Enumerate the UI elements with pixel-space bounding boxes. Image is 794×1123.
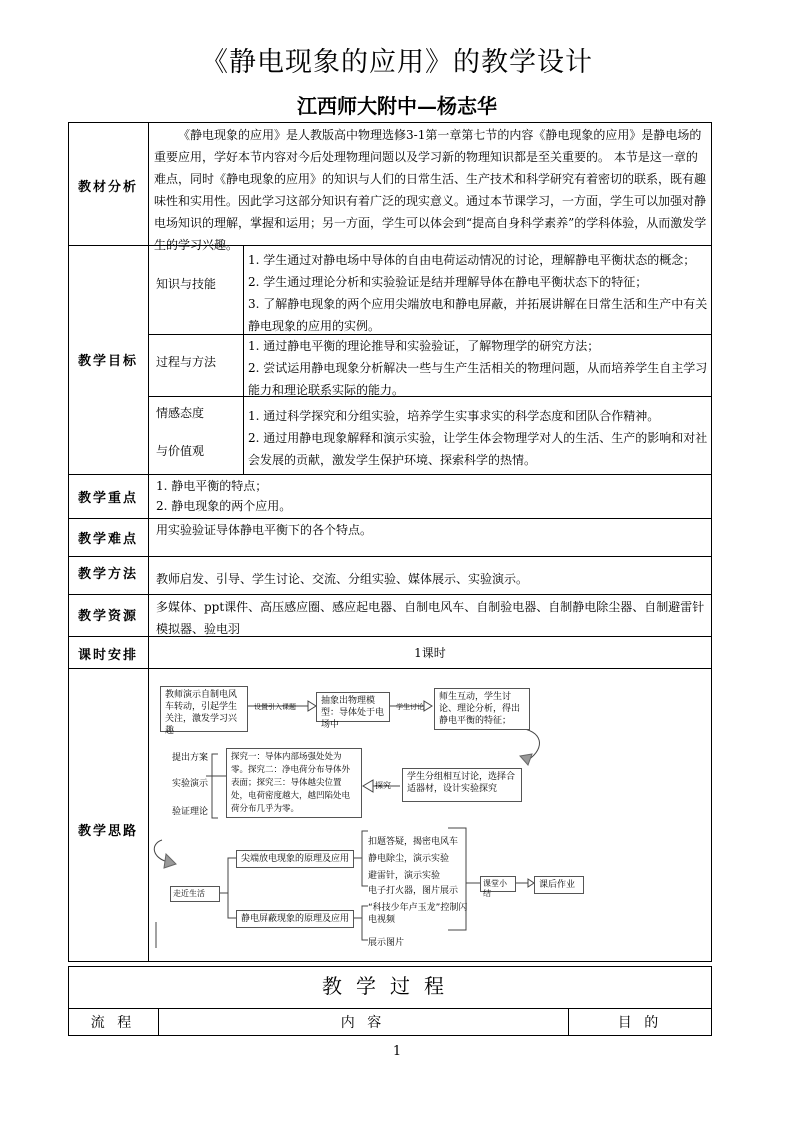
flow-arrow-label-explore: 探究 [375, 781, 391, 790]
process-items [248, 335, 708, 401]
flow-box-demo-windmill: 教师演示自制电风车转动，引起学生关注，激发学习兴趣 [160, 686, 248, 732]
flow-step-demo: 实验演示 [172, 779, 209, 789]
key-point-item: 2. 静电现象的两个应用。 [156, 499, 292, 513]
flow-item: 扣题答疑，揭密电风车 [368, 837, 459, 847]
process-item: 2. 尝试运用静电现象分析解决一些与生产生活相关的物理问题，从而培养学生自主学习能力和理论联系实际的能力。 [248, 361, 708, 397]
difficulty-label: 教学难点 [77, 532, 138, 547]
emotion-item: 2. 通过用静电现象解释和演示实验，让学生体会物理学对人的生活、生产的影响和对社会发展的贡献，激发学生保护环境、探索科学的热情。 [248, 431, 708, 467]
knowledge-item: 2. 学生通过理论分析和实验验证是结并理解导体在静电平衡状态下的特征； [248, 275, 648, 289]
flow-box-model: 抽象出物理模型：导体处于电场中 [316, 692, 390, 722]
emotion-label-1: 情感态度 [156, 406, 205, 420]
analysis-text: 《静电现象的应用》是人教版高中物理选修3-1第一章第七节的内容《静电现象的应用》是静电场的重要应用，学好本节内容对今后处理物理问题以及学习新的物理知识都是至关重要的。 本节是这一章的难点，同时《静电现象的应用》的知识与人们的日常生活、生产技术和科学研究有着密切的联系，既有趣味性和实用性。因此学习这部分知识有着广泛的现实意义。通过本节课学习，一方面，学生可以加强对静电场知识的理解，掌握和运用；另一方面，学生可以体会到“提高自身科学素养”的学科体验，从而激发学生的学习兴趣。 [154, 128, 707, 252]
emotion-items [248, 405, 708, 471]
flow-item: 展示图片 [368, 938, 405, 948]
flow-box-homework: 课后作业 [534, 876, 584, 894]
author-line: 江西师大附中—杨志华 [297, 94, 497, 118]
knowledge-item: 1. 学生通过对静电场中导体的自由电荷运动情况的讨论，理解静电平衡状态的概念； [248, 253, 696, 267]
difficulty-text: 用实验验证导体静电平衡下的各个特点。 [156, 523, 373, 537]
thinking-label: 教学思路 [77, 824, 138, 839]
emotion-label-2: 与价值观 [156, 444, 205, 458]
knowledge-item: 3. 了解静电现象的两个应用尖端放电和静电屏蔽，并拓展讲解在日常生活和生产中有关静电现象的应用的实例。 [248, 297, 708, 333]
flow-arrow-label-discuss: 学生讨论 [396, 703, 424, 711]
knowledge-label: 知识与技能 [156, 277, 217, 291]
flow-item: 电子打火器，图片展示 [368, 886, 459, 896]
schedule-label: 课时安排 [77, 648, 138, 663]
process-col-purpose: 目 的 [617, 1015, 663, 1031]
process-item: 1. 通过静电平衡的理论推导和实验验证，了解物理学的研究方法； [248, 339, 600, 353]
goals-label: 教学目标 [77, 354, 138, 369]
flow-box-shielding: 静电屏蔽现象的原理及应用 [236, 910, 354, 928]
flow-item: “科技少年卢玉龙”控制闪电视频 [368, 903, 468, 925]
flow-box-into-life: 走近生活 [170, 886, 220, 902]
method-label: 教学方法 [77, 567, 138, 582]
flow-step-verify: 验证理论 [172, 807, 209, 817]
flow-step-propose: 提出方案 [172, 753, 209, 763]
flow-box-group-design: 学生分组相互讨论，选择合适器材，设计实验探究 [402, 768, 522, 802]
resources-label: 教学资源 [77, 609, 138, 624]
page-number: 1 [392, 1044, 402, 1059]
emotion-item: 1. 通过科学探究和分组实验，培养学生实事求实的科学态度和团队合作精神。 [248, 409, 660, 423]
flow-box-interaction: 师生互动，学生讨论、理论分析，得出静电平衡的特征； [434, 688, 530, 730]
process-title: 教学过程 [322, 974, 458, 998]
key-point-item: 1. 静电平衡的特点； [156, 479, 268, 493]
method-text: 教师启发、引导、学生讨论、交流、分组实验、媒体展示、实验演示。 [156, 572, 529, 586]
page-title: 《静电现象的应用》的教学设计 [201, 47, 593, 78]
analysis-label: 教材分析 [77, 180, 138, 195]
resources-text: 多媒体、ppt课件、高压感应圈、感应起电器、自制电风车、自制验电器、自制静电除尘器、自制避雷针模拟器、验电羽 [156, 600, 705, 636]
process-col-content: 内 容 [340, 1015, 386, 1031]
flow-item: 静电除尘，演示实验 [368, 854, 450, 864]
flow-box-summary: 课堂小结 [480, 876, 516, 892]
flow-box-point-discharge: 尖端放电现象的原理及应用 [236, 850, 354, 868]
flow-arrow-label-intro: 设置引入课题 [254, 703, 296, 711]
process-label: 过程与方法 [156, 355, 217, 369]
knowledge-items [248, 249, 708, 337]
schedule-text: 1课时 [414, 646, 446, 660]
flow-box-explorations: 探究一：导体内部场强处处为零。探究二：净电荷分布导体外表面；探究三：导体越尖位置处，电荷密度越大，越凹陷处电荷分布几乎为零。 [226, 748, 362, 818]
flow-item: 避雷针，演示实验 [368, 871, 441, 881]
key-points-label: 教学重点 [77, 491, 138, 506]
key-points-items [156, 476, 706, 516]
process-col-flow: 流 程 [90, 1015, 136, 1031]
